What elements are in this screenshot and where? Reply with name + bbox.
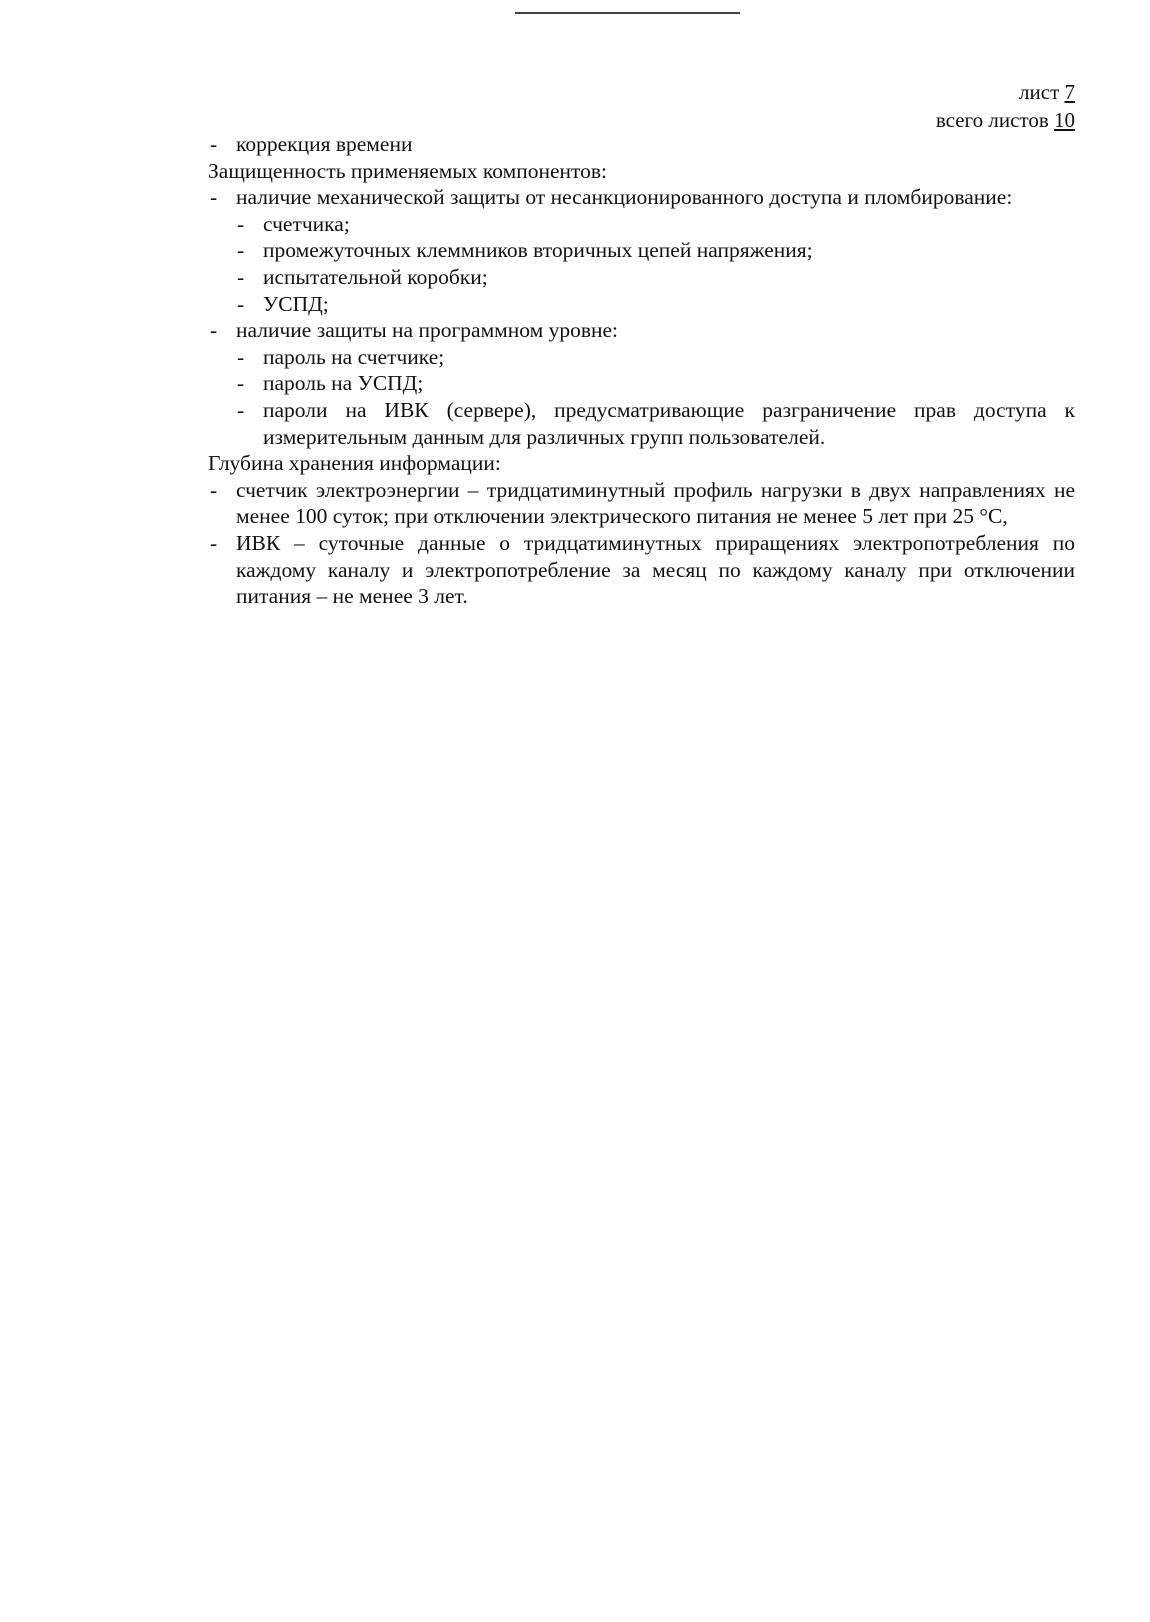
list-item-ivk-passwords: - пароли на ИВК (сервере), предусматривающие разграничение прав доступа к измерительным данным для различных групп пользователей. — [235, 397, 1075, 450]
sheet-header — [936, 78, 1075, 134]
total-sheets-label: всего листов — [935, 108, 1049, 132]
list-item-software-protection: - наличие защиты на программном уровне: — [208, 317, 1075, 344]
total-sheets-number: 10 — [1054, 108, 1075, 132]
total-sheets-line — [936, 106, 1075, 134]
storage-heading: Глубина хранения информации: — [208, 451, 501, 476]
list-item-meter: - счетчика; — [235, 211, 1075, 238]
top-border-line — [515, 12, 740, 14]
sheet-number-line — [936, 78, 1075, 106]
list-item-ivk-storage: - ИВК – суточные данные о тридцатиминутных приращениях электропотребления по каждому каналу и электропотребление за месяц по каждому каналу при отключении питания – не менее 3 лет. — [208, 530, 1075, 610]
list-item-test-box: - испытательной коробки; — [235, 264, 1075, 291]
list-item-terminals: - промежуточных клеммников вторичных цепей напряжения; — [235, 237, 1075, 264]
sheet-label: лист — [1019, 80, 1060, 104]
protection-heading: Защищенность применяемых компонентов: — [208, 158, 608, 183]
list-item-meter-password: - пароль на счетчике; — [235, 344, 1075, 371]
list-item-uspd: - УСПД; — [235, 291, 1075, 318]
list-item-meter-storage: - счетчик электроэнергии – тридцатиминутный профиль нагрузки в двух направлениях не менее 100 суток; при отключении электрического питания не менее 5 лет при 25 °С, — [208, 477, 1075, 530]
sheet-number: 7 — [1064, 80, 1075, 104]
list-item-uspd-password: - пароль на УСПД; — [235, 370, 1075, 397]
document-body — [208, 131, 1075, 610]
list-item-time-correction: - коррекция времени — [208, 131, 1075, 158]
list-item-mechanical-protection: - наличие механической защиты от несанкционированного доступа и пломбирование: — [208, 184, 1075, 211]
